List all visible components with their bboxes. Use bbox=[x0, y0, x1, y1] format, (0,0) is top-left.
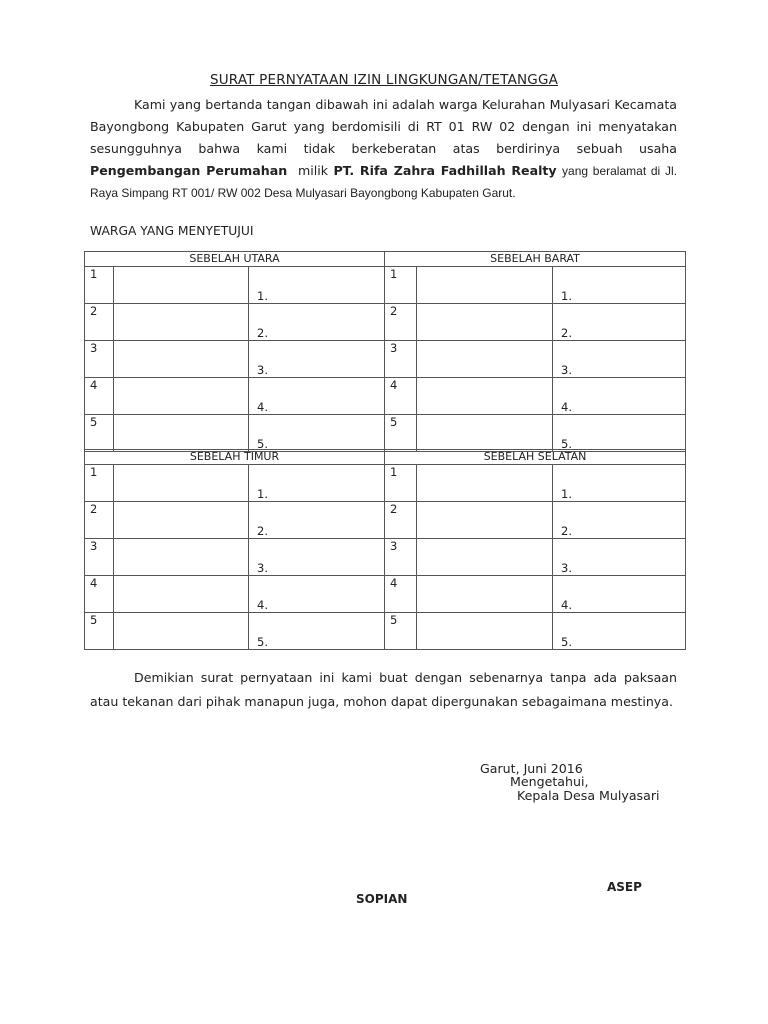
resident-name-cell bbox=[417, 378, 553, 415]
statement-owner-word: milik bbox=[297, 163, 329, 178]
table-row bbox=[85, 415, 686, 452]
signature-cell: 4. bbox=[553, 378, 686, 415]
resident-number: 5 bbox=[85, 613, 114, 650]
signature-cell: 1. bbox=[249, 267, 385, 304]
neighbors-table-bottom bbox=[84, 449, 686, 650]
resident-number: 1 bbox=[85, 267, 114, 304]
resident-number: 3 bbox=[385, 539, 417, 576]
table-row bbox=[85, 465, 686, 502]
signature-cell: 3. bbox=[249, 539, 385, 576]
business-name: Pengembangan Perumahan bbox=[90, 163, 288, 178]
resident-name-cell bbox=[114, 267, 249, 304]
header-north: SEBELAH UTARA bbox=[85, 252, 385, 267]
resident-name-cell bbox=[417, 267, 553, 304]
resident-name-cell bbox=[114, 378, 249, 415]
signature-cell: 4. bbox=[249, 576, 385, 613]
signature-cell: 4. bbox=[553, 576, 686, 613]
resident-number: 2 bbox=[385, 304, 417, 341]
resident-name-cell bbox=[417, 613, 553, 650]
signature-cell: 4. bbox=[249, 378, 385, 415]
resident-name-cell bbox=[417, 304, 553, 341]
company-name: PT. Rifa Zahra Fadhillah Realty bbox=[333, 163, 557, 178]
signature-cell: 5. bbox=[553, 415, 686, 452]
resident-number: 3 bbox=[85, 539, 114, 576]
signature-cell: 2. bbox=[249, 304, 385, 341]
table-row bbox=[85, 576, 686, 613]
resident-name-cell bbox=[417, 415, 553, 452]
resident-name-cell bbox=[114, 613, 249, 650]
resident-name-cell bbox=[417, 539, 553, 576]
table-row bbox=[85, 304, 686, 341]
signature-cell: 3. bbox=[553, 539, 686, 576]
resident-number: 2 bbox=[85, 502, 114, 539]
header-west: SEBELAH BARAT bbox=[385, 252, 686, 267]
signature-cell: 2. bbox=[553, 502, 686, 539]
resident-name-cell bbox=[114, 465, 249, 502]
resident-number: 4 bbox=[385, 378, 417, 415]
signature-cell: 1. bbox=[553, 465, 686, 502]
document-title: SURAT PERNYATAAN IZIN LINGKUNGAN/TETANGGA bbox=[209, 72, 559, 88]
resident-name-cell bbox=[417, 576, 553, 613]
signature-cell: 5. bbox=[553, 613, 686, 650]
resident-number: 5 bbox=[385, 613, 417, 650]
closing-text: Demikian surat pernyataan ini kami buat dengan sebenarnya tanpa ada paksaan atau tekanan dari pihak manapun juga, mohon dapat dipergunakan sebagaimana mestinya. bbox=[90, 670, 677, 709]
table-row bbox=[85, 378, 686, 415]
resident-name-cell bbox=[417, 341, 553, 378]
resident-number: 2 bbox=[85, 304, 114, 341]
resident-name-cell bbox=[114, 539, 249, 576]
signature-cell: 5. bbox=[249, 415, 385, 452]
table-row bbox=[85, 613, 686, 650]
resident-number: 3 bbox=[385, 341, 417, 378]
resident-name-cell bbox=[114, 304, 249, 341]
table-row bbox=[85, 341, 686, 378]
company-address: yang beralamat di Jl. Raya Simpang RT 001/ RW 002 Desa Mulyasari Bayongbong Kabupaten Garut. bbox=[90, 164, 677, 200]
acknowledged-label: Mengetahui, bbox=[510, 774, 589, 789]
signature-cell: 3. bbox=[553, 341, 686, 378]
table-row bbox=[85, 267, 686, 304]
signature-cell: 2. bbox=[249, 502, 385, 539]
signature-cell: 3. bbox=[249, 341, 385, 378]
signature-cell: 5. bbox=[249, 613, 385, 650]
resident-number: 3 bbox=[85, 341, 114, 378]
resident-number: 5 bbox=[85, 415, 114, 452]
signatory-last-name: SOPIAN bbox=[356, 892, 408, 906]
approving-residents-label: WARGA YANG MENYETUJUI bbox=[90, 224, 254, 238]
resident-name-cell bbox=[114, 502, 249, 539]
resident-number: 5 bbox=[385, 415, 417, 452]
statement-paragraph bbox=[90, 94, 677, 204]
resident-number: 1 bbox=[385, 267, 417, 304]
resident-number: 1 bbox=[85, 465, 114, 502]
table-row bbox=[85, 502, 686, 539]
resident-number: 4 bbox=[85, 576, 114, 613]
resident-number: 4 bbox=[85, 378, 114, 415]
resident-number: 4 bbox=[385, 576, 417, 613]
resident-name-cell bbox=[114, 576, 249, 613]
resident-name-cell bbox=[417, 465, 553, 502]
village-head-title: Kepala Desa Mulyasari bbox=[517, 788, 660, 803]
signatory-first-name: ASEP bbox=[607, 880, 642, 894]
neighbors-table-top bbox=[84, 251, 686, 452]
resident-number: 1 bbox=[385, 465, 417, 502]
signature-cell: 1. bbox=[553, 267, 686, 304]
table-row bbox=[85, 539, 686, 576]
signature-cell: 1. bbox=[249, 465, 385, 502]
resident-name-cell bbox=[417, 502, 553, 539]
resident-name-cell bbox=[114, 341, 249, 378]
closing-paragraph bbox=[90, 666, 677, 714]
header-east: SEBELAH TIMUR bbox=[85, 450, 385, 465]
signature-cell: 2. bbox=[553, 304, 686, 341]
statement-text: Kami yang bertanda tangan dibawah ini adalah warga Kelurahan Mulyasari Kecamata Bayongbong Kabupaten Garut yang berdomisili di RT 01 RW 02 dengan ini menyatakan sesungguhnya bahwa kami tidak berkeberatan atas berdirinya sebuah usaha bbox=[90, 97, 677, 156]
header-south: SEBELAH SELATAN bbox=[385, 450, 686, 465]
place-date: Garut, Juni 2016 bbox=[480, 761, 583, 776]
resident-name-cell bbox=[114, 415, 249, 452]
resident-number: 2 bbox=[385, 502, 417, 539]
